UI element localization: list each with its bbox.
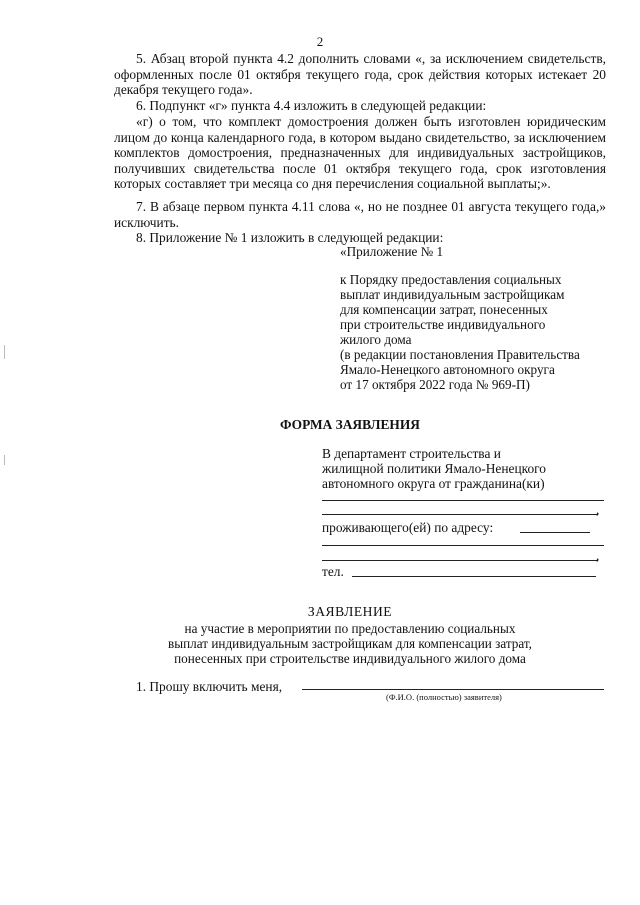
item-7: 7. В абзаце первом пункта 4.11 слова «, но не позднее 01 августа текущего года,» исключить. [114,199,606,230]
applicant-name-field[interactable] [322,500,604,501]
address-field-3[interactable] [322,560,598,561]
addressee-line: жилищной политики Ямало-Ненецкого [322,461,546,476]
residing-label: проживающего(ей) по адресу: [322,520,494,535]
item-6-text: «г) о том, что комплект домостроения должен быть изготовлен юридическим лицом до конца календарного года, в котором выдано свидетельство, за исключением комплектов домостроения, предназначенных для индивидуальных застройщиков, получивших свидетельства после 01 октября текущего года, срок изготовления которых составляет три месяца со дня перечисления социальной выплаты;». [114,114,606,192]
request-item-1: 1. Прошу включить меня, [136,679,283,694]
appendix-line: для компенсации затрат, понесенных [340,302,548,317]
comma-mark: , [596,502,600,517]
appendix-line: к Порядку предоставления социальных [340,272,562,287]
appendix-line: от 17 октября 2022 года № 969-П) [340,377,530,392]
addressee-line: В департамент строительства и [322,446,501,461]
appendix-line: жилого дома [340,332,412,347]
applicant-name-field-2[interactable] [322,514,598,515]
address-field[interactable] [520,532,590,533]
item-6-intro: 6. Подпункт «г» пункта 4.4 изложить в следующей редакции: [136,98,487,113]
appendix-title: «Приложение № 1 [340,244,444,259]
item-5: 5. Абзац второй пункта 4.2 дополнить словами «, за исключением свидетельств, оформленных после 01 октября текущего года, срок действия которых истекает 20 декабря текущего года». [114,51,606,98]
phone-field[interactable] [352,576,596,577]
form-title: ФОРМА ЗАЯВЛЕНИЯ [280,417,420,432]
statement-subtitle-line: выплат индивидуальным застройщикам для компенсации затрат, [168,636,532,651]
statement-title: ЗАЯВЛЕНИЕ [307,604,393,619]
appendix-line: (в редакции постановления Правительства [340,347,580,362]
applicant-fullname-field[interactable] [302,689,604,690]
statement-subtitle-line: на участие в мероприятии по предоставлению социальных [184,621,516,636]
appendix-line: при строительстве индивидуального [340,317,546,332]
item-8: 8. Приложение № 1 изложить в следующей редакции: [136,230,444,245]
address-field-2[interactable] [322,545,604,546]
appendix-line: Ямало-Ненецкого автономного округа [340,362,555,377]
appendix-line: выплат индивидуальным застройщикам [340,287,565,302]
addressee-line: автономного округа от гражданина(ки) [322,476,545,491]
statement-subtitle-line: понесенных при строительстве индивидуального жилого дома [174,651,526,666]
comma-mark: , [596,548,600,563]
page-number: 2 [316,34,324,49]
tel-label: тел. [322,564,344,579]
scan-edge-mark [4,455,5,465]
fullname-caption: (Ф.И.О. (полностью) заявителя) [386,692,502,702]
scan-edge-mark [4,345,5,359]
